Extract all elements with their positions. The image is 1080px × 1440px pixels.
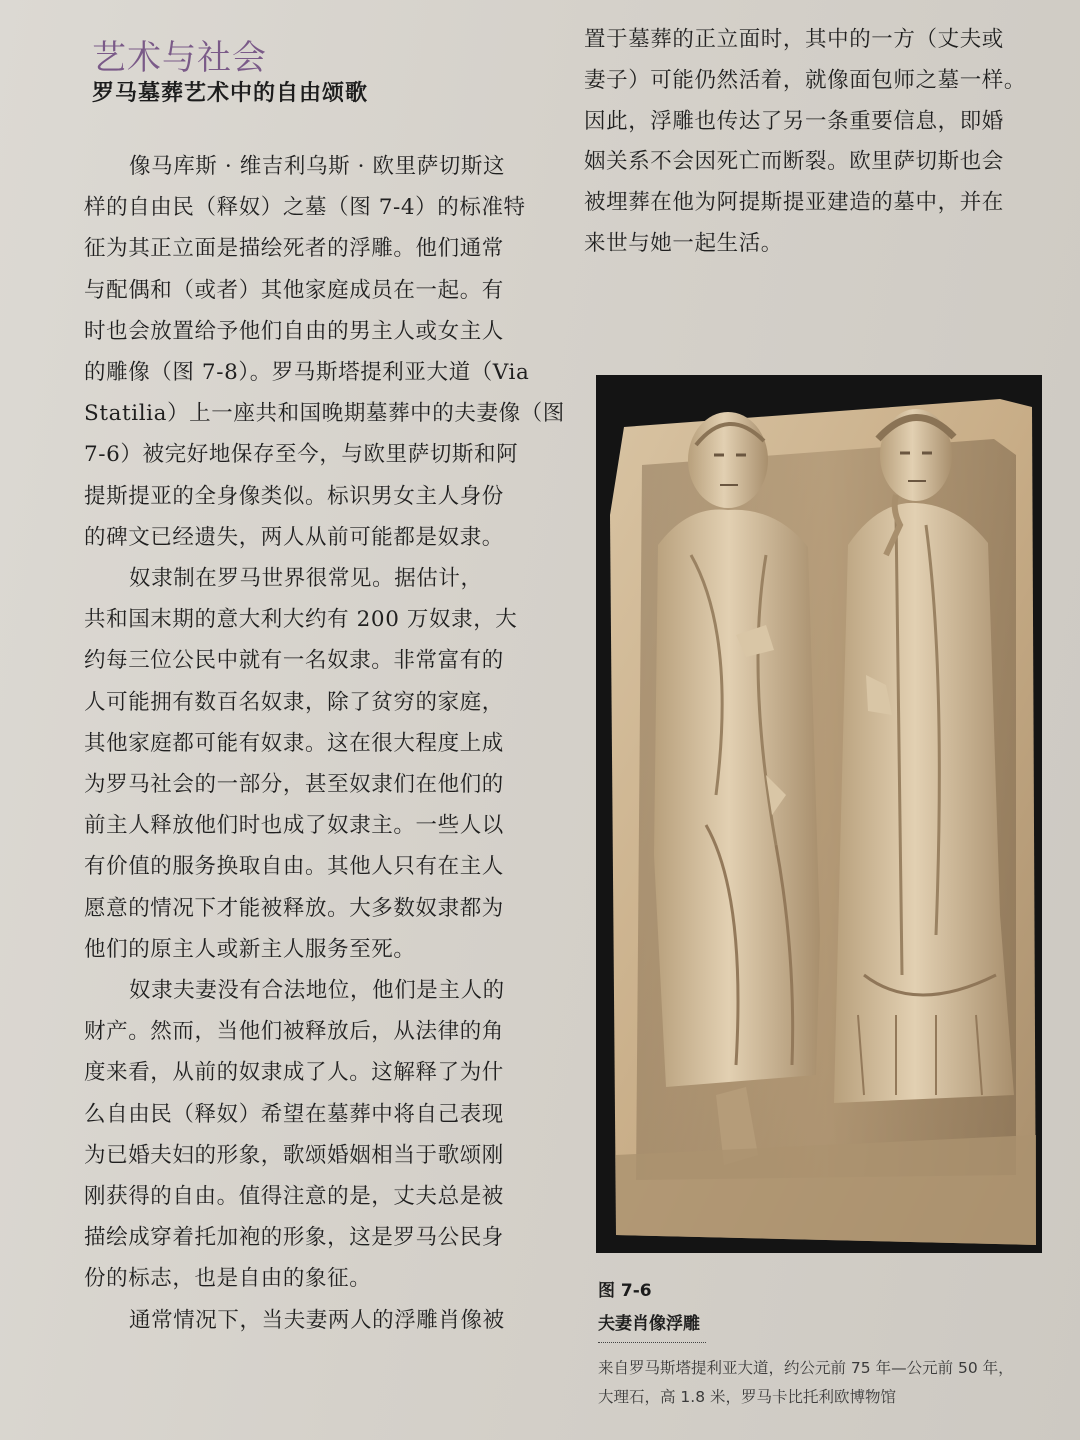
text-line: 愿意的情况下才能被释放。大多数奴隶都为 bbox=[84, 895, 504, 921]
text-line: 被埋葬在他为阿提斯提亚建造的墓中，并在 bbox=[584, 190, 1004, 216]
text-line: 为罗马社会的一部分，甚至奴隶们在他们的 bbox=[84, 772, 504, 798]
section-label: 艺术与社会 bbox=[92, 38, 267, 78]
caption-divider bbox=[598, 1342, 706, 1343]
text-line: 人可能拥有数百名奴隶，除了贫穷的家庭， bbox=[84, 689, 504, 715]
text-line: 妻子）可能仍然活着，就像面包师之墓一样。 bbox=[584, 67, 1027, 93]
text-line: 时也会放置给予他们自由的男主人或女主人 bbox=[84, 318, 504, 344]
text-line: 姻关系不会因死亡而断裂。欧里萨切斯也会 bbox=[584, 149, 1004, 175]
text-line: 奴隶制在罗马世界很常见。据估计， bbox=[129, 566, 483, 592]
text-line: 置于墓葬的正立面时，其中的一方（丈夫或 bbox=[584, 27, 1004, 52]
right-text-column bbox=[584, 20, 1054, 265]
text-line: 像马库斯 · 维吉利乌斯 · 欧里萨切斯这 bbox=[129, 154, 506, 179]
text-line: Statilia）上一座共和国晚期墓葬中的夫妻像（图 bbox=[84, 401, 565, 427]
figure-title: 夫妻肖像浮雕 bbox=[598, 1314, 700, 1334]
text-line: 有价值的服务换取自由。其他人只有在主人 bbox=[84, 854, 504, 880]
section-subtitle: 罗马墓葬艺术中的自由颂歌 bbox=[92, 81, 369, 106]
text-line: 刚获得的自由。值得注意的是，丈夫总是被 bbox=[84, 1184, 504, 1210]
text-line: 财产。然而，当他们被释放后，从法律的角 bbox=[84, 1019, 504, 1045]
text-line: 其他家庭都可能有奴隶。这在很大程度上成 bbox=[84, 730, 504, 756]
text-line: 提斯提亚的全身像类似。标识男女主人身份 bbox=[84, 483, 504, 509]
text-line: 描绘成穿着托加袍的形象，这是罗马公民身 bbox=[84, 1225, 504, 1251]
paragraph-2 bbox=[84, 558, 554, 970]
marble-relief-illustration bbox=[596, 375, 1042, 1253]
text-line: 约每三位公民中就有一名奴隶。非常富有的 bbox=[84, 648, 504, 674]
left-text-column bbox=[84, 146, 565, 1341]
paragraph-4 bbox=[84, 1300, 554, 1341]
relief-photo bbox=[596, 375, 1042, 1253]
text-line: 的雕像（图 7-8）。罗马斯塔提利亚大道（Via bbox=[84, 360, 530, 386]
figure-description bbox=[598, 1354, 1073, 1412]
paragraph-continued bbox=[584, 20, 1054, 265]
figure-number: 图 7-6 bbox=[598, 1281, 652, 1301]
text-line: 份的标志，也是自由的象征。 bbox=[84, 1266, 372, 1292]
caption-line: 大理石，高 1.8 米，罗马卡比托利欧博物馆 bbox=[598, 1388, 897, 1406]
text-line: 来世与她一起生活。 bbox=[584, 230, 783, 256]
text-line: 7-6）被完好地保存至今，与欧里萨切斯和阿 bbox=[84, 442, 519, 468]
text-line: 共和国末期的意大利大约有 200 万奴隶，大 bbox=[84, 607, 518, 633]
text-line: 的碑文已经遗失，两人从前可能都是奴隶。 bbox=[84, 524, 504, 550]
text-line: 与配偶和（或者）其他家庭成员在一起。有 bbox=[84, 277, 504, 303]
text-line: 度来看，从前的奴隶成了人。这解释了为什 bbox=[84, 1060, 504, 1086]
paragraph-1 bbox=[84, 146, 565, 558]
text-line: 他们的原主人或新主人服务至死。 bbox=[84, 936, 416, 962]
text-line: 征为其正立面是描绘死者的浮雕。他们通常 bbox=[84, 236, 504, 262]
text-line: 前主人释放他们时也成了奴隶主。一些人以 bbox=[84, 813, 504, 839]
text-line: 通常情况下，当夫妻两人的浮雕肖像被 bbox=[129, 1307, 505, 1333]
text-line: 因此，浮雕也传达了另一条重要信息，即婚 bbox=[584, 108, 1004, 134]
text-line: 么自由民（释奴）希望在墓葬中将自己表现 bbox=[84, 1101, 504, 1127]
text-line: 奴隶夫妻没有合法地位，他们是主人的 bbox=[129, 978, 505, 1004]
text-line: 样的自由民（释奴）之墓（图 7-4）的标准特 bbox=[84, 195, 526, 221]
paragraph-3 bbox=[84, 970, 554, 1300]
caption-line: 来自罗马斯塔提利亚大道，约公元前 75 年—公元前 50 年， bbox=[598, 1359, 1014, 1377]
text-line: 为已婚夫妇的形象，歌颂婚姻相当于歌颂刚 bbox=[84, 1142, 504, 1168]
